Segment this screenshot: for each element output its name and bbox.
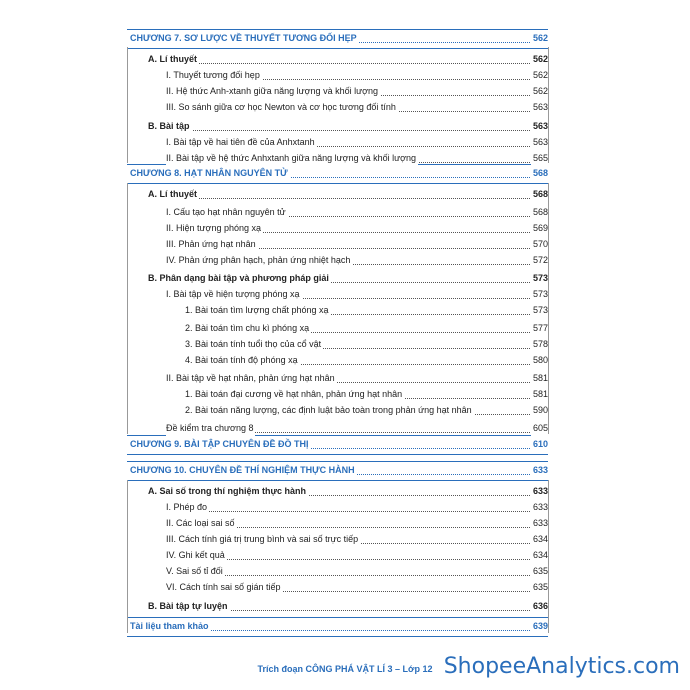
toc-page-number: 568	[531, 165, 548, 181]
frame-line	[127, 480, 128, 633]
toc-entry-label: II. Các loại sai số	[166, 515, 237, 531]
toc-entry-label: I. Cấu tạo hạt nhân nguyên tử	[166, 204, 288, 220]
watermark: ShopeeAnalytics.com	[443, 654, 680, 679]
toc-entry-label: I. Thuyết tương đối hẹp	[166, 67, 262, 83]
toc-page-number: 573	[531, 270, 548, 286]
toc-page-number: 562	[531, 51, 548, 67]
frame-line	[548, 480, 549, 633]
toc-entry-label: Tài liệu tham khảo	[130, 618, 211, 634]
toc-page-number: 570	[531, 236, 548, 252]
toc-entry-row[interactable]	[0, 386, 690, 402]
toc-entry-label: IV. Ghi kết quả	[166, 547, 227, 563]
toc-page-number: 581	[531, 370, 548, 386]
toc-entry-row[interactable]	[0, 150, 690, 166]
toc-page-number: 572	[531, 252, 548, 268]
toc-entry-label: II. Bài tập về hệ thức Anhxtanh giữa năng lượng và khối lượng	[166, 150, 418, 166]
toc-entry-label: Đề kiểm tra chương 8	[166, 420, 255, 436]
frame-line	[548, 47, 549, 163]
toc-page-number: 633	[531, 515, 548, 531]
toc-entry-row[interactable]	[0, 531, 690, 547]
toc-page-number: 633	[531, 483, 548, 499]
toc-page-number: 568	[531, 186, 548, 202]
toc-page-number: 590	[531, 402, 548, 418]
toc-entry-label: VI. Cách tính sai số gián tiếp	[166, 579, 283, 595]
toc-page-number: 573	[531, 286, 548, 302]
frame-line	[548, 183, 549, 434]
toc-page-number: 634	[531, 531, 548, 547]
toc-entry-label: III. Phản ứng hạt nhân	[166, 236, 258, 252]
toc-entry-label: II. Hệ thức Anh-xtanh giữa năng lượng và khối lượng	[166, 83, 380, 99]
toc-entry-label: I. Phép đo	[166, 499, 209, 515]
toc-page-number: 563	[531, 99, 548, 115]
toc-page-number: 610	[531, 436, 548, 452]
toc-entry-label: IV. Phản ứng phân hạch, phản ứng nhiệt hạch	[166, 252, 352, 268]
toc-page-number: 633	[531, 499, 548, 515]
toc-entry-label: A. Lí thuyết	[148, 51, 199, 67]
toc-entry-label: II. Bài tập về hạt nhân, phản ứng hạt nhân	[166, 370, 337, 386]
toc-entry-row[interactable]	[0, 252, 690, 268]
toc-page-number: 633	[531, 462, 548, 478]
toc-page-number: 635	[531, 579, 548, 595]
toc-page-number: 578	[531, 336, 548, 352]
toc-page-number: 636	[531, 598, 548, 614]
toc-entry-label: II. Hiện tượng phóng xạ	[166, 220, 263, 236]
toc-entry-label: I. Bài tập về hiện tượng phóng xạ	[166, 286, 302, 302]
toc-entry-label: A. Lí thuyết	[148, 186, 199, 202]
toc-section-row[interactable]	[0, 598, 690, 614]
toc-page-number: 573	[531, 302, 548, 318]
toc-entry-label: 1. Bài toán tìm lượng chất phóng xạ	[185, 302, 331, 318]
toc-page-number: 635	[531, 563, 548, 579]
toc-entry-label: 3. Bài toán tính tuổi thọ của cổ vật	[185, 336, 323, 352]
toc-entry-label: III. So sánh giữa cơ học Newton và cơ học tương đối tính	[166, 99, 398, 115]
toc-page-number: 639	[531, 618, 548, 634]
toc-page-number: 563	[531, 134, 548, 150]
dot-leader	[152, 47, 540, 64]
dot-leader	[152, 182, 540, 199]
toc-entry-label: CHƯƠNG 7. SƠ LƯỢC VỀ THUYẾT TƯƠNG ĐỐI HẸP	[130, 30, 359, 46]
toc-entry-label: B. Bài tập tự luyện	[148, 598, 230, 614]
toc-entry-label: CHƯƠNG 8. HẠT NHÂN NGUYÊN TỬ	[130, 165, 290, 181]
toc-page-number: 562	[531, 83, 548, 99]
toc-entry-row[interactable]	[0, 402, 690, 418]
page-footer: Trích đoạn CÔNG PHÁ VẬT LÍ 3 – Lớp 12	[257, 664, 433, 674]
toc-chapter-row[interactable]	[0, 30, 690, 46]
toc-page-number: 569	[531, 220, 548, 236]
toc-entry-label: 4. Bài toán tính độ phóng xạ	[185, 352, 300, 368]
toc-page-number: 563	[531, 118, 548, 134]
toc-page-number: 577	[531, 320, 548, 336]
toc-page-number: 562	[531, 30, 548, 46]
toc-page-number: 634	[531, 547, 548, 563]
toc-entry-label: 2. Bài toán tìm chu kì phóng xạ	[185, 320, 311, 336]
toc-entry-label: 2. Bài toán năng lượng, các định luật bảo toàn trong phản ứng hạt nhân	[185, 402, 474, 418]
toc-page-number: 565	[531, 150, 548, 166]
toc-entry-label: 1. Bài toán đại cương về hạt nhân, phản ứng hạt nhân	[185, 386, 404, 402]
toc-entry-label: CHƯƠNG 9. BÀI TẬP CHUYÊN ĐỀ ĐỒ THỊ	[130, 436, 311, 452]
toc-entry-label: V. Sai số tỉ đối	[166, 563, 225, 579]
toc-entry-label: B. Bài tập	[148, 118, 192, 134]
toc-entry-row[interactable]	[0, 99, 690, 115]
toc-page-number: 605	[531, 420, 548, 436]
toc-entry-row[interactable]	[0, 579, 690, 595]
toc-entry-label: B. Phân dạng bài tập và phương pháp giải	[148, 270, 331, 286]
toc-page-number: 580	[531, 352, 548, 368]
frame-line	[127, 47, 128, 163]
frame-line	[127, 183, 128, 434]
dot-leader	[152, 114, 540, 131]
toc-entry-row[interactable]	[0, 83, 690, 99]
toc-chapter-row[interactable]	[0, 462, 690, 478]
toc-page-number: 562	[531, 67, 548, 83]
toc-entry-label: I. Bài tập về hai tiên đề của Anhxtanh	[166, 134, 317, 150]
toc-entry-label: CHƯƠNG 10. CHUYÊN ĐỀ THÍ NGHIỆM THỰC HÀNH	[130, 462, 357, 478]
toc-entry-label: III. Cách tính giá trị trung bình và sai số trực tiếp	[166, 531, 360, 547]
toc-entry-label: A. Sai số trong thí nghiệm thực hành	[148, 483, 308, 499]
toc-page-number: 581	[531, 386, 548, 402]
toc-page-number: 568	[531, 204, 548, 220]
